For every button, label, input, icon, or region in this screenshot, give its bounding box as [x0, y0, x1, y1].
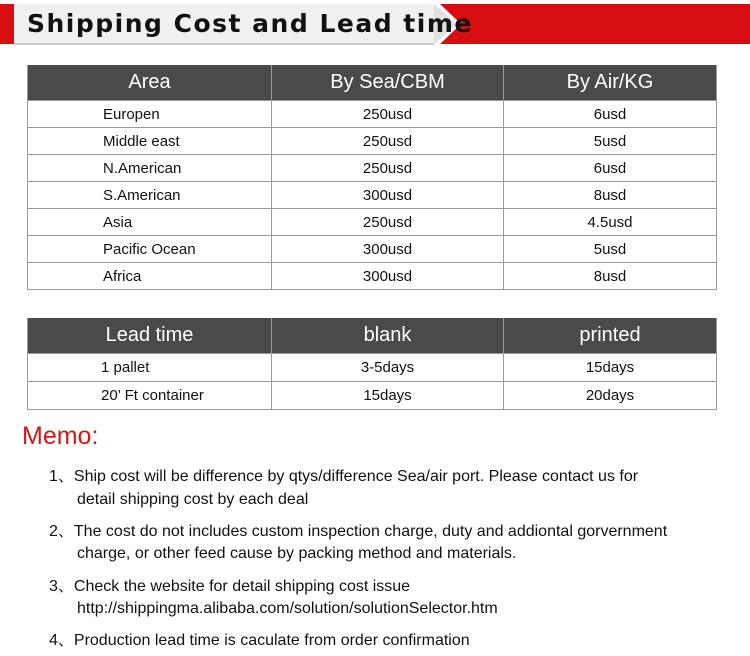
sea-cost-cell: 250usd	[272, 101, 504, 128]
air-cost-cell: 5usd	[504, 236, 717, 263]
area-cell: Europen	[28, 101, 272, 128]
header-area: Area	[28, 65, 272, 101]
printed-days-cell: 15days	[504, 354, 717, 382]
sea-cost-cell: 300usd	[272, 182, 504, 209]
quantity-cell: 20’ Ft container	[28, 382, 272, 410]
blank-days-cell: 3-5days	[272, 354, 504, 382]
sea-cost-cell: 250usd	[272, 128, 504, 155]
air-cost-cell: 8usd	[504, 182, 717, 209]
air-cost-cell: 4.5usd	[504, 209, 717, 236]
quantity-cell: 1 pallet	[28, 354, 272, 382]
sea-cost-cell: 250usd	[272, 209, 504, 236]
header-banner	[0, 0, 750, 48]
memo-item-2: 2、The cost do not includes custom inspection charge, duty and addiontal gorvernment	[49, 523, 668, 540]
air-cost-cell: 5usd	[504, 128, 717, 155]
table-row	[28, 209, 717, 236]
memo-item-3: 3、Check the website for detail shipping cost issue	[49, 578, 411, 595]
memo-item-4: 4、Production lead time is caculate from order confirmation	[49, 632, 470, 649]
memo-item-2-continued: charge, or other feed cause by packing method and materials.	[77, 545, 517, 562]
sea-cost-cell: 250usd	[272, 155, 504, 182]
header-printed: printed	[504, 318, 717, 354]
table-row	[28, 101, 717, 128]
header-by-sea: By Sea/CBM	[272, 65, 504, 101]
printed-days-cell: 20days	[504, 382, 717, 410]
table-row	[28, 354, 717, 382]
table-row	[28, 382, 717, 410]
sea-cost-cell: 300usd	[272, 236, 504, 263]
area-cell: Asia	[28, 209, 272, 236]
table-row	[28, 155, 717, 182]
header-by-air: By Air/KG	[504, 65, 717, 101]
air-cost-cell: 6usd	[504, 101, 717, 128]
area-cell: Africa	[28, 263, 272, 290]
sea-cost-cell: 300usd	[272, 263, 504, 290]
table-row	[28, 263, 717, 290]
header-lead-time: Lead time	[28, 318, 272, 354]
area-cell: Middle east	[28, 128, 272, 155]
air-cost-cell: 6usd	[504, 155, 717, 182]
table-row	[28, 128, 717, 155]
shipping-cost-table	[27, 65, 717, 290]
memo-item-1-continued: detail shipping cost by each deal	[77, 491, 309, 508]
memo-title: Memo:	[22, 422, 99, 450]
table-row	[28, 182, 717, 209]
blank-days-cell: 15days	[272, 382, 504, 410]
shipping-header-row	[28, 65, 717, 101]
memo-item-1: 1、Ship cost will be difference by qtys/difference Sea/air port. Please contact us for	[49, 468, 639, 485]
area-cell: Pacific Ocean	[28, 236, 272, 263]
lead-header-row	[28, 318, 717, 354]
area-cell: S.American	[28, 182, 272, 209]
air-cost-cell: 8usd	[504, 263, 717, 290]
area-cell: N.American	[28, 155, 272, 182]
lead-time-table	[27, 318, 717, 410]
page-title: Shipping Cost and Lead time	[27, 9, 473, 38]
header-blank: blank	[272, 318, 504, 354]
memo-item-3-url[interactable]: http://shippingma.alibaba.com/solution/solutionSelector.htm	[77, 600, 498, 617]
table-row	[28, 236, 717, 263]
